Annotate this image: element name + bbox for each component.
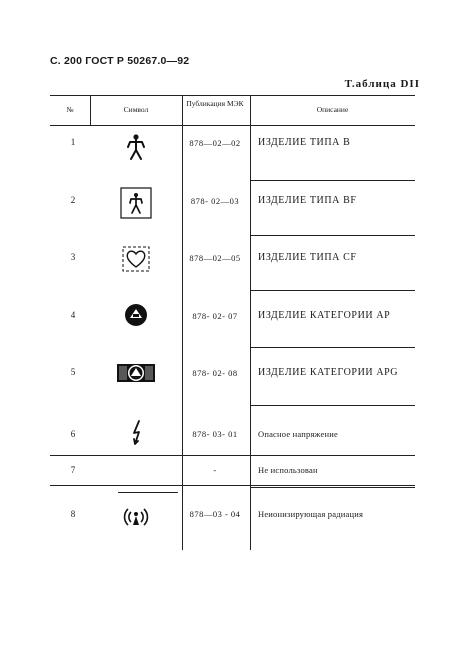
iec-publication: 878- 02- 08	[192, 368, 238, 378]
header-rule	[50, 125, 415, 126]
page-header: С. 200 ГОСТ Р 50267.0—92	[50, 55, 190, 67]
symbol-description: ИЗДЕЛИЕ КАТЕГОРИИ APG	[258, 367, 399, 378]
person-icon	[124, 133, 148, 161]
iec-publication: -	[213, 465, 217, 475]
row-rule	[50, 485, 415, 486]
row-rule	[50, 455, 415, 456]
row-rule	[250, 487, 415, 488]
table-rule-top	[50, 95, 415, 96]
lightning-icon	[130, 420, 144, 446]
iec-publication: 878—02—05	[189, 253, 241, 263]
symbol-description: ИЗДЕЛИЕ ТИПА BF	[258, 195, 357, 206]
iec-publication: 878- 02—03	[190, 196, 240, 206]
column-header-desc: Описание	[316, 105, 349, 114]
symbol-description: Опасное напряжение	[258, 429, 338, 439]
person-in-box-icon	[120, 187, 152, 219]
column-header-num: №	[66, 105, 74, 114]
row-rule	[250, 290, 415, 291]
iec-publication: 878- 02- 07	[192, 311, 238, 321]
row-rule	[250, 347, 415, 348]
iec-publication: 878—03 - 04	[189, 509, 241, 519]
row-number: 3	[70, 252, 76, 262]
row-number: 6	[70, 429, 76, 439]
column-rule	[182, 95, 183, 550]
row-number: 8	[70, 509, 76, 519]
symbol-description: ИЗДЕЛИЕ ТИПА В	[258, 137, 351, 148]
row-number: 5	[70, 367, 76, 377]
iec-publication: 878- 03- 01	[192, 429, 238, 439]
row-rule-short	[118, 492, 178, 493]
column-rule	[250, 95, 251, 550]
radiation-icon	[120, 503, 152, 531]
symbol-description: ИЗДЕЛИЕ ТИПА CF	[258, 252, 357, 263]
apg-band-icon	[116, 361, 156, 385]
symbol-description: ИЗДЕЛИЕ КАТЕГОРИИ АР	[258, 310, 391, 321]
row-number: 1	[70, 137, 76, 147]
row-number: 2	[70, 195, 76, 205]
column-header-pub: Публикация МЭК	[186, 99, 244, 108]
symbol-description: Неионизирующая радиация	[258, 509, 364, 519]
symbols-table	[50, 95, 415, 555]
column-header-symbol: Символ	[123, 105, 149, 114]
table-caption: Т.аблица DII	[344, 78, 420, 90]
row-rule	[250, 405, 415, 406]
row-rule	[250, 235, 415, 236]
row-number: 7	[70, 465, 76, 475]
heart-in-box-icon	[122, 246, 150, 272]
row-rule	[250, 180, 415, 181]
ap-circle-icon	[124, 303, 148, 327]
iec-publication: 878—02—02	[189, 138, 241, 148]
symbol-description: Не использован	[258, 465, 318, 475]
row-number: 4	[70, 310, 76, 320]
